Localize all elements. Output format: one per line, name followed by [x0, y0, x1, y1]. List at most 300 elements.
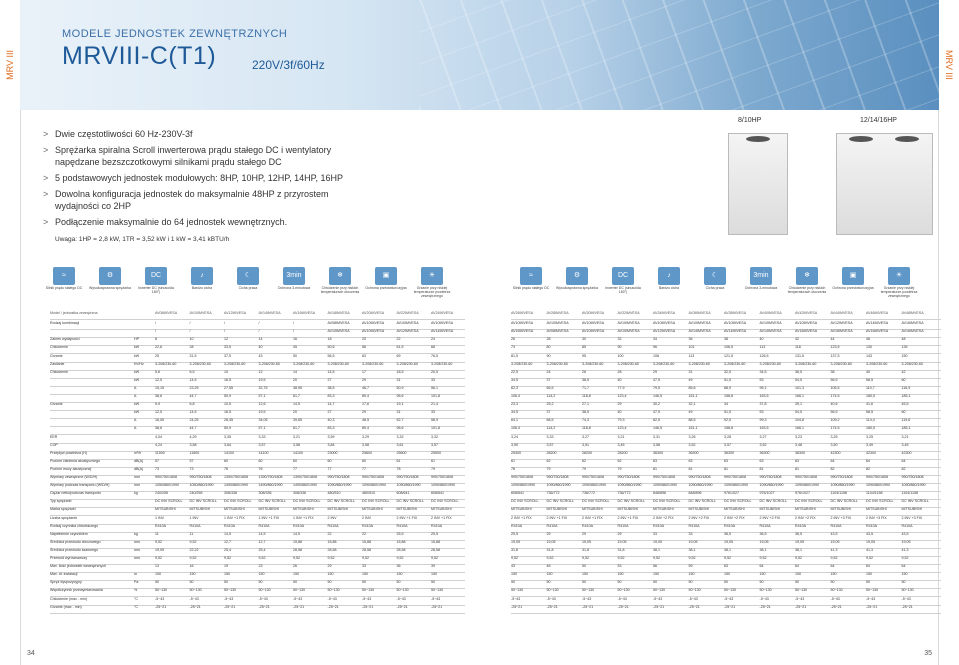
table-cell: 40,3 [327, 418, 335, 423]
table-cell: 76 [224, 466, 228, 471]
table-cell: 63 [795, 458, 799, 463]
table-cell: AV12IMVESA [830, 321, 853, 326]
table-cell: 2 INV +1 FIX [617, 515, 639, 520]
table-cell: 23000 [327, 450, 338, 455]
table-cell: MITSUBISHI [759, 507, 781, 512]
table-cell: 99,3 [759, 418, 767, 423]
table-cell: 990/750/1808 [653, 475, 675, 479]
table-cell: 50 [830, 580, 835, 585]
table-cell: 101,8 [431, 426, 440, 431]
feature-icon-item [693, 267, 737, 290]
silent-icon: ☾ [237, 267, 259, 285]
table-cell: R410A [293, 523, 304, 528]
table-cell: 49 [688, 377, 693, 382]
row-label: Średnica przewodu cieczowego [50, 539, 101, 544]
table-cell: 9,52 [830, 556, 838, 560]
table-cell: 3-208/230-60 [617, 361, 639, 366]
table-cell: 32,5 [724, 369, 731, 374]
table-cell: 2 INV +2 FIX [653, 515, 674, 520]
table-cell: 43,5 [901, 531, 909, 536]
table-cell: 26 [293, 564, 297, 569]
row-label: Rodzaj kombinacji [50, 321, 80, 326]
model-name: AV36IMVESA [688, 311, 711, 315]
table-cell: 131,5 [795, 353, 804, 358]
table-cell: DC INV SCROLL [224, 499, 252, 504]
table-cell: 79,5 [653, 385, 660, 390]
table-cell: 50~130 [511, 588, 524, 593]
feature-icon-item [88, 267, 132, 290]
table-cell: 150 [901, 353, 908, 358]
table-cell: MITSUBISHI [617, 507, 639, 512]
feature-icon-caption: Chłodzenie przy niskich temperaturach otoczenia [787, 286, 827, 294]
table-cell: 61 [396, 458, 401, 463]
table-cell: 42300 [866, 450, 876, 455]
table-cell: 19,05 [582, 539, 591, 544]
feature-icon-caption: Ochrona 3-minutowa [277, 286, 311, 290]
table-cell: / [189, 321, 191, 326]
page-number-left: 34 [27, 650, 35, 657]
table-cell: 37 [546, 410, 551, 415]
table-cell: / [258, 329, 260, 334]
table-cell: AV10IMVESA [327, 329, 350, 334]
table-cell: 990/750/1808 [546, 475, 569, 479]
table-cell: 3-208/230-60 [396, 361, 418, 366]
table-cell: 3-208/230-60 [795, 361, 817, 366]
table-cell: 104,8 [795, 418, 804, 423]
table-cell: 19,5 [258, 410, 266, 415]
table-cell: 26 [582, 369, 586, 374]
table-cell: 3,32 [396, 434, 404, 439]
table-cell: 28,58 [327, 547, 337, 552]
table-cell: 50 [189, 580, 194, 585]
table-cell: 16,5 [224, 377, 231, 382]
table-cell: 31 [396, 377, 401, 382]
table-cell: 60 [362, 458, 366, 463]
table-cell: 58,9 [431, 418, 438, 423]
table-cell: DC INV SCROLL [653, 499, 681, 504]
table-cell: MITSUBISHI [362, 507, 383, 512]
feature-icon-caption: Cicha praca [238, 286, 258, 290]
table-cell: 126,5 [759, 353, 769, 358]
table-cell: 57 [155, 458, 159, 463]
table-cell: R410A [582, 523, 593, 528]
table-cell: 3-208/230-60 [866, 361, 888, 366]
table-cell: 25,4 [258, 547, 266, 552]
table-cell: 3-208/230-60 [224, 361, 246, 366]
table-cell: 9,52 [189, 556, 197, 560]
table-cell: 60 [293, 458, 297, 463]
model-name: AV30IMVESA [582, 311, 605, 315]
table-cell: 16,5 [224, 410, 231, 415]
table-cell: 50 [511, 580, 515, 585]
quiet-icon: ♪ [191, 267, 213, 285]
table-cell: 88,9 [724, 385, 731, 390]
table-cell: 480/510 [362, 491, 375, 496]
table-cell: 3,58 [653, 442, 660, 447]
table-cell: 63 [653, 458, 657, 463]
table-cell: 77 [327, 466, 332, 471]
table-cell: 150 [189, 572, 196, 577]
table-cell: 31 [688, 369, 693, 374]
table-cell: 150 [866, 572, 872, 577]
anti-corrosion-icon: ▣ [842, 267, 864, 285]
table-cell: 22 [327, 531, 332, 536]
feature-icon-caption: Bardzo cicha [658, 286, 680, 290]
table-cell: 308/336 [258, 491, 272, 496]
table-cell: 50~130 [795, 588, 808, 593]
table-cell: 3-208/230-60 [362, 361, 384, 366]
table-cell: 240/255 [155, 491, 168, 496]
table-cell: 12,7 [258, 539, 266, 544]
table-cell: 81 [759, 466, 764, 471]
table-cell: -5~43 [189, 596, 199, 601]
row-unit: mm [134, 547, 140, 552]
table-cell: 51,5 [724, 410, 731, 415]
table-cell: 101 [688, 345, 695, 350]
row-unit: mm [134, 475, 140, 479]
low-temp-cooling-icon: ❄ [329, 267, 351, 285]
table-cell: 113 [759, 345, 766, 350]
table-cell: 15,88 [431, 539, 440, 544]
table-cell: 36,5 [795, 531, 802, 536]
table-cell: 23,3 [511, 402, 518, 407]
table-cell: 28200 [617, 450, 628, 455]
table-cell: 50~130 [396, 588, 409, 593]
row-label: Poziom mocy akustycznej [50, 466, 92, 471]
table-cell: 81,5 [511, 353, 518, 358]
table-cell: 1 INV +1 FIX [258, 515, 280, 520]
table-cell: 34,05 [258, 418, 268, 423]
table-cell: 6,5 [189, 369, 195, 374]
table-cell: 48,5 [362, 418, 369, 423]
table-cell: 3,58 [189, 442, 197, 447]
feature-icon-caption: Silnik prądu stałego DC [512, 286, 550, 290]
table-cell: 9,52 [546, 556, 554, 560]
row-label: Typ sprężarki [50, 499, 72, 504]
table-cell: 95 [582, 353, 586, 358]
table-cell: 150 [795, 572, 801, 577]
table-cell: 9,52 [155, 539, 162, 544]
table-cell: 57,1 [258, 426, 266, 431]
table-cell: 95,6 [396, 394, 404, 398]
table-cell: AV10IMVESA [546, 321, 569, 326]
table-cell: 14,5 [293, 402, 300, 407]
table-cell: / [224, 329, 225, 334]
table-cell: 77 [362, 466, 366, 471]
header-subtitle: MODELE JEDNOSTEK ZEWNĘTRZNYCH [62, 28, 288, 40]
table-cell: AV14IMVESA [431, 329, 454, 334]
table-cell: 110,7 [866, 385, 875, 390]
table-cell: 40,6 [830, 402, 838, 407]
table-cell: 118 [795, 345, 801, 350]
table-cell: 3-208/230-60 [327, 361, 349, 366]
table-cell: 5,9 [155, 402, 160, 407]
table-cell: 150 [293, 572, 299, 577]
table-cell: R410A [189, 523, 201, 528]
side-tab-right [938, 0, 959, 665]
row-label: Chłodzenie (max - min) [50, 596, 88, 601]
table-cell: -5~43 [362, 596, 372, 601]
table-cell: 50 [759, 580, 764, 585]
model-name: AV42IMVESA [795, 311, 818, 315]
table-cell: 68 [431, 345, 435, 350]
table-cell: AV14IMVESA [688, 329, 711, 334]
row-unit: mm [134, 539, 140, 544]
table-cell: 1 INV [189, 515, 199, 520]
table-cell: / [224, 321, 225, 326]
table-cell: 1090/860/1990 [582, 483, 606, 488]
table-cell: 60 [327, 458, 332, 463]
defrost-icon: ☀ [888, 267, 910, 285]
table-cell: 150 [396, 572, 403, 577]
table-cell: 11 [155, 531, 159, 536]
model-name: AV40IMVESA [759, 311, 782, 315]
table-cell: 12,7 [224, 539, 231, 544]
table-cell: 28,58 [293, 547, 302, 552]
table-cell: 19,05 [653, 539, 662, 544]
side-tab-left [0, 0, 21, 665]
table-cell: 9,52 [224, 556, 231, 560]
feature-icon-item [647, 267, 691, 290]
table-cell: 29 [653, 369, 657, 374]
table-cell: AV10IMVESA [759, 321, 782, 326]
table-cell: 58,5 [866, 377, 873, 382]
table-cell: 9,52 [155, 556, 162, 560]
table-cell: 79 [431, 466, 435, 471]
table-cell: 1104/1158 [830, 491, 847, 496]
feature-item: > Dwie częstotliwości 60 Hz-230V-3f [43, 128, 355, 140]
table-cell: 3-208/230-60 [155, 361, 177, 366]
row-label: Współczynnik przewymiarowania [50, 588, 103, 593]
table-cell: 3,61 [396, 442, 404, 447]
table-cell: 50 [901, 580, 906, 585]
table-cell: 3-208/230-60 [189, 361, 211, 366]
table-cell: 50 [582, 564, 586, 569]
table-cell: 1390/750/1808 [224, 475, 248, 479]
table-cell: 45 [293, 345, 297, 350]
table-cell: 50~130 [617, 588, 630, 593]
table-cell: 109,2 [830, 418, 840, 423]
table-cell: 12,5 [155, 410, 162, 415]
table-cell: -25~21 [724, 604, 736, 609]
table-cell: AV16IMVESA [866, 329, 889, 334]
table-cell: 27 [327, 410, 332, 415]
table-cell: 101,3 [795, 385, 804, 390]
table-cell: 3,29 [362, 434, 369, 439]
table-cell: MITSUBISHI [189, 507, 211, 512]
table-cell: 64 [795, 564, 799, 569]
table-cell: 40 [617, 377, 622, 382]
table-cell: 736/772 [582, 491, 595, 496]
table-cell: 990/750/1808 [327, 475, 350, 479]
table-cell: 106,4 [511, 426, 520, 431]
row-label: Wymiary podczas transportu (W/D/H) [50, 483, 110, 488]
feature-icon-item [877, 267, 921, 298]
table-cell: 39 [431, 564, 435, 569]
table-cell: DC INV SCROLL [866, 499, 894, 504]
table-cell: 101,8 [431, 394, 440, 398]
table-cell: 90 [546, 353, 551, 358]
table-cell: AV10IMVESA [511, 321, 534, 326]
feature-icon-item [134, 267, 178, 294]
table-cell: 1090/860/1990 [688, 483, 713, 488]
table-cell: 19,05 [617, 539, 627, 544]
model-name: AV10IMVESA [189, 311, 212, 315]
table-cell: DC INV SCROLL [155, 499, 183, 504]
table-cell: AV08IMVESA [546, 329, 569, 334]
row-label: Napełnienie czynnikiem [50, 531, 88, 536]
table-cell: 9,52 [617, 556, 625, 560]
table-cell: 78 [396, 466, 401, 471]
table-cell: 50~130 [327, 588, 340, 593]
table-cell: 76 [258, 466, 263, 471]
table-cell: 19,05 [546, 539, 556, 544]
table-cell: 39,1 [795, 402, 802, 407]
table-cell: MITSUBISHI [258, 507, 280, 512]
table-cell: 47,5 [653, 377, 660, 382]
table-cell: 89,4 [362, 426, 369, 431]
side-label-left: MRV III [5, 50, 15, 80]
table-cell: 3,35 [224, 434, 231, 439]
table-cell: 28200 [546, 450, 557, 455]
table-cell: -25~21 [224, 604, 236, 609]
table-cell: -5~43 [724, 596, 734, 601]
row-unit: dB(A) [134, 458, 144, 463]
table-cell: 43 [258, 353, 263, 358]
feature-icon-item [509, 267, 553, 290]
table-cell: 1090/860/1990 [830, 483, 855, 488]
table-cell: DC INV SCROLL [830, 499, 859, 504]
table-cell: 22,6 [155, 345, 162, 350]
table-cell: 135 [901, 345, 908, 350]
table-cell: 80 [546, 345, 551, 350]
table-cell: -25~21 [582, 604, 594, 609]
table-cell: 114,2 [546, 426, 556, 431]
feature-icon-caption: Grzanie przy niskiej temperaturze powietrza zewnętrznego [880, 286, 918, 298]
table-cell: R410A [617, 523, 629, 528]
row-unit: kW [134, 345, 140, 350]
table-cell: 29 [617, 402, 622, 407]
table-cell: 3,25 [830, 434, 838, 439]
table-cell: DC INV SCROLL [293, 499, 321, 504]
table-cell: 174,5 [830, 426, 840, 431]
table-cell: 12,5 [155, 377, 162, 382]
table-cell: 990/750/1808 [582, 475, 604, 479]
table-cell: 34,5 [511, 377, 518, 382]
table-cell: 50~130 [224, 588, 237, 593]
table-cell: 19,5 [258, 377, 266, 382]
table-cell: 9,52 [653, 556, 660, 560]
table-cell: 50 [293, 580, 297, 585]
table-cell: 114,4 [866, 418, 875, 423]
table-cell: 2 INV [327, 515, 337, 520]
table-cell: 3,57 [724, 442, 731, 447]
feature-icon-caption: Cicha praca [705, 286, 725, 290]
table-cell: 25600 [362, 450, 372, 455]
row-label: Zasilanie [50, 361, 65, 366]
table-cell: 60 [901, 377, 906, 382]
table-row [511, 605, 941, 614]
table-cell: 1 INV [155, 515, 164, 520]
table-cell: 25,2 [546, 402, 554, 407]
table-cell: 9,52 [293, 556, 300, 560]
table-cell: 59 [688, 564, 693, 569]
table-cell: 40 [258, 345, 263, 350]
table-cell: 10,5 [224, 402, 231, 407]
table-cell: -5~43 [224, 596, 234, 601]
timer-icon: 3min [283, 267, 305, 285]
row-unit: kW [134, 377, 140, 382]
unit-label-large: 12/14/16HP [860, 117, 897, 124]
table-cell: MITSUBISHI [901, 507, 923, 512]
table-cell: 28,58 [396, 547, 406, 552]
table-cell: 28,45 [224, 418, 233, 423]
table-cell: 1090/860/1990 [617, 483, 642, 488]
table-cell: 9,52 [688, 556, 696, 560]
table-cell: 31,8 [617, 547, 625, 552]
table-cell: 18 [327, 337, 332, 342]
table-cell: 1050/860/1990 [155, 483, 179, 488]
table-cell: 50~130 [724, 588, 737, 593]
table-cell: 50 [795, 580, 799, 585]
table-cell: 31,5 [189, 353, 197, 358]
model-name: AV12IMVESA [224, 311, 247, 315]
table-cell: 14,5 [293, 531, 300, 536]
table-cell: 990/750/1808 [759, 475, 782, 479]
table-cell: 25,5 [396, 531, 404, 536]
table-cell: 163,5 [759, 394, 769, 398]
table-cell: 9,52 [189, 539, 197, 544]
table-cell: 46 [546, 564, 551, 569]
feature-icon-item [272, 267, 316, 290]
table-cell: 100 [617, 353, 624, 358]
table-cell: -5~43 [795, 596, 805, 601]
table-cell: -5~43 [293, 596, 303, 601]
table-cell: 3,58 [293, 442, 300, 447]
table-cell: -25~21 [653, 604, 665, 609]
feature-item: > Podłączenie maksymalnie do 64 jednostek wewnętrznych. [43, 216, 355, 228]
table-cell: 36300 [795, 450, 805, 455]
table-cell: 62 [546, 458, 551, 463]
table-cell: 1090/860/1990 [901, 483, 926, 488]
table-cell: 48 [901, 337, 906, 342]
glass-building-image [419, 0, 939, 110]
table-cell: AV16IMVESA [795, 329, 818, 334]
table-cell: 50 [653, 580, 657, 585]
table-cell: 26 [511, 337, 515, 342]
table-cell: 50 [155, 580, 159, 585]
table-cell: -25~21 [396, 604, 408, 609]
table-cell: 33 [431, 377, 435, 382]
table-cell: 19,1 [396, 402, 404, 407]
table-cell: AV10IMVESA [795, 321, 818, 326]
table-cell: 1090/860/1990 [511, 483, 535, 488]
table-cell: 79,3 [617, 418, 625, 423]
table-cell: DC INV SCROLL [617, 499, 646, 504]
table-cell: AV14IMVESA [866, 321, 889, 326]
model-name: AV18IMVESA [327, 311, 350, 315]
table-cell: 24,25 [189, 418, 199, 423]
table-cell: R410A [724, 523, 735, 528]
table-cell: 50 [258, 580, 263, 585]
table-cell: 180,5 [866, 394, 875, 398]
table-cell: 28 [189, 345, 194, 350]
table-cell: R410A [688, 523, 700, 528]
table-cell: 2 INV +3 FIX [830, 515, 852, 520]
table-cell: 50~130 [189, 588, 202, 593]
table-cell: 81 [688, 466, 693, 471]
table-cell: -25~21 [189, 604, 201, 609]
